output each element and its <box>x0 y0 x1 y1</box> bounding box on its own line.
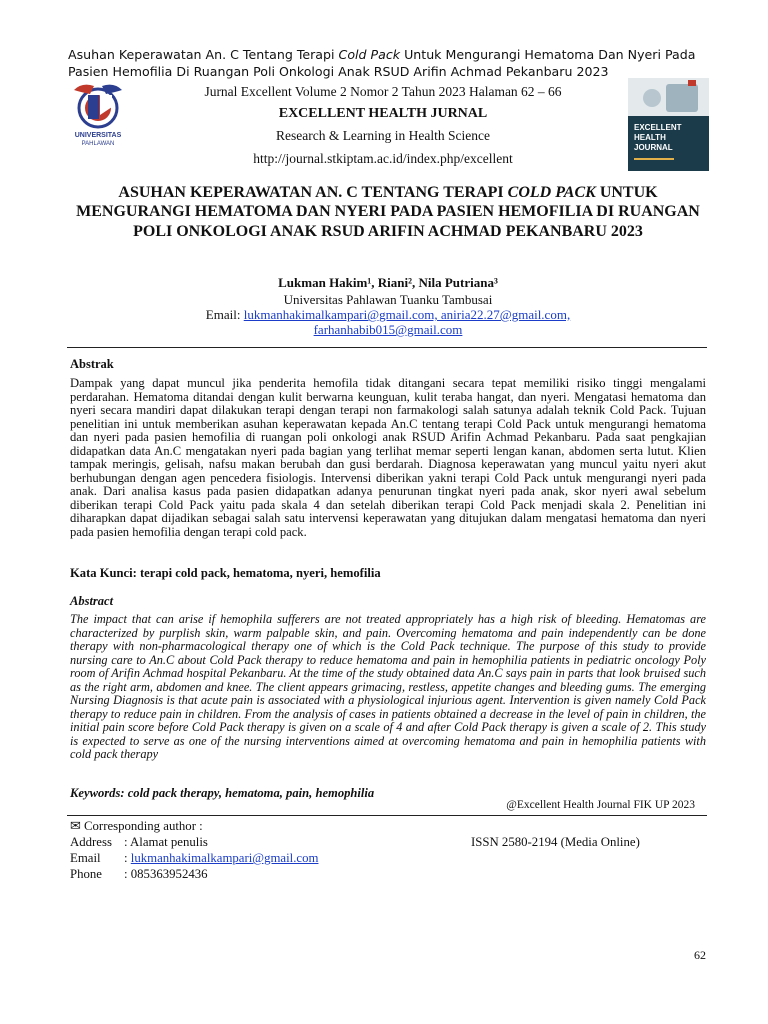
affiliation: Universitas Pahlawan Tuanku Tambusai <box>283 292 493 307</box>
abstract-heading: Abstract <box>70 594 114 608</box>
phone-value: : 085363952436 <box>124 867 208 881</box>
journal-volume: Jurnal Excellent Volume 2 Nomor 2 Tahun 2023 Halaman 62 – 66 <box>204 84 562 99</box>
author-email-link-2[interactable]: farhanhabib015@gmail.com <box>313 322 463 337</box>
abstrak-heading: Abstrak <box>70 357 114 371</box>
article-title: ASUHAN KEPERAWATAN AN. C TENTANG TERAPI COLD PACK UNTUK MENGURANGI HEMATOMA DAN NYERI PADA PASIEN HEMOFILIA DI RUANGAN POLI ONKOLOGI ANAK RSUD ARIFIN ACHMAD PEKANBARU 2023 <box>76 184 700 240</box>
journal-url[interactable]: http://journal.stkiptam.ac.id/index.php/excellent <box>253 151 513 166</box>
svg-text:PAHLAWAN: PAHLAWAN <box>81 141 115 147</box>
envelope-icon: ✉ <box>70 819 81 833</box>
kata-kunci: Kata Kunci: terapi cold pack, hematoma, nyeri, hemofilia <box>70 566 381 580</box>
abstract-body: The impact that can arise if hemophila sufferers are not treated appropriately has a high risk of bleeding. Hematomas are characterized by purplish skin, warm palpable skin, and pain. Overcoming hematoma and pain independently can be done therapy with non-pharmacological therapy one of which is the Cold Pack technique. The purpose of this study to provide nursing care to An.C about Cold Pack therapy to reduce hematoma and pain in hemophilia patients in pediatric oncology Poly room of Arifin Achmad hospital Pekanbaru. At the time of the study obtained data An.C says pain in parts that look bruised such as the right arm, abdomen and knee. The client appears grimacing, restless, appetite changes and bleeding gums. The emerging Nursing Diagnosis is that acute pain is associated with a physiological injurious agent. Intervention is given namely Cold Pack therapy to reduce pain in children. From the analysis of cases in patients obtained a decrease in the level of pain in children, the initial pain score before Cold Pack therapy is given on a scale of 4 and after Cold Pack therapy is given a scale of 2. This study is expected to serve as one of the nursing interventions aimed at overcoming hematoma and pain in hemophilia patients with cold pack therapy <box>70 612 706 761</box>
author-emails-link[interactable]: lukmanhakimalkampari@gmail.com, aniria22.27@gmail.com, <box>243 307 571 322</box>
email-label: Email: <box>205 307 244 322</box>
journal-cover-image <box>628 78 709 171</box>
divider <box>67 815 707 816</box>
journal-name: EXCELLENT HEALTH JURNAL <box>278 106 488 121</box>
svg-text:HEALTH: HEALTH <box>634 133 666 142</box>
university-logo <box>70 80 152 152</box>
svg-text:EXCELLENT: EXCELLENT <box>634 123 682 132</box>
issn: ISSN 2580-2194 (Media Online) <box>471 835 640 849</box>
abstrak-body: Dampak yang dapat muncul jika penderita hemofila tidak ditangani secara tepat memiliki risiko tinggi mengalami perdarahan. Hematoma ditandai dengan kulit berwarna keunguan, kulit teraba hangat, dan nyeri. Mengatasi hematoma dan nyeri secara mandiri dapat dilakukan terapi dengan terapi non farmakologi salah satunya adalah teknik Cold Pack. Tujuan penelitian ini untuk memberikan asuhan keperawatan kepada An.C tentang terapi Cold Pack untuk mengurangi hematoma dan nyeri pada pasien hemofilia di ruangan poli onkologi anak RSUD Arifin Achmad Pekanbaru. Pada saat pengkajian didapatkan data An.C mengatakan nyeri pada bagian yang terlihat memar seperti lengan kanan, abdomen serta lutut. Klien tampak meringis, gelisah, nafsu makan berubah dan gusi berdarah. Diagnosa keperawatan yang muncul yaitu nyeri akut berhubungan dengan agen pencedera fisiologis. Intervensi diberikan yakni terapi Cold Pack untuk mengurangi nyeri pada anak. Dari analisa kasus pada pasien didapatkan adanya penurunan tingkat nyeri pada anak, skor nyeri awal sebelum diberikan terapi Cold Pack yaitu pada skala 4 dan setelah diberikan terapi Cold Pack menjadi skala 2. Penelitian ini diharapkan dapat dijadikan sebagai salah satu intervensi keperawatan yang ditujukan dalam mengatasi hematoma dan nyeri pada pasien hemofilia dengan terapi cold pack. <box>70 376 706 539</box>
corresponding-email-link[interactable]: lukmanhakimalkampari@gmail.com <box>130 851 319 865</box>
author-names: Lukman Hakim¹, Riani², Nila Putriana³ <box>278 275 498 290</box>
page-number: 62 <box>694 948 706 962</box>
svg-text:UNIVERSITAS: UNIVERSITAS <box>74 132 122 139</box>
corresponding-author-block: ✉ Corresponding author : Address : Alamat penulis Email : lukmanhakimalkampari@gmail.com Phone : 085363952436 <box>70 819 319 881</box>
address-label: Address <box>70 835 112 849</box>
divider <box>67 347 707 348</box>
address-value: : Alamat penulis <box>124 835 208 849</box>
corresponding-label: Corresponding author : <box>84 819 203 833</box>
copyright-credit: @Excellent Health Journal FIK UP 2023 <box>506 799 695 811</box>
keywords: Keywords: cold pack therapy, hematoma, pain, hemophilia <box>70 786 375 800</box>
journal-tagline: Research & Learning in Health Science <box>275 128 491 143</box>
authors-block <box>70 275 706 337</box>
email-label: Email <box>70 851 101 865</box>
phone-label: Phone <box>70 867 102 881</box>
svg-text:JOURNAL: JOURNAL <box>634 143 673 152</box>
running-header: Asuhan Keperawatan An. C Tentang Terapi Cold Pack Untuk Mengurangi Hematoma Dan Nyeri Pada Pasien Hemofilia Di Ruangan Poli Onkologi Anak RSUD Arifin Achmad Pekanbaru 2023 <box>68 47 696 79</box>
journal-masthead <box>168 83 598 167</box>
